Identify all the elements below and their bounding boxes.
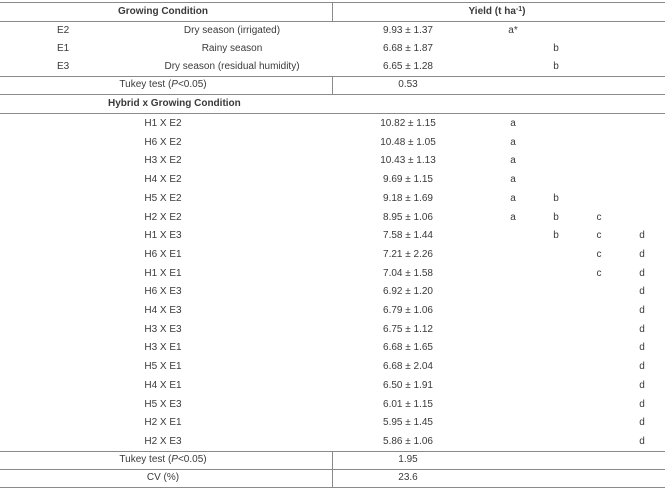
yield-value: 9.93 ± 1.37 xyxy=(383,25,433,36)
yield-value: 7.21 ± 2.26 xyxy=(383,248,433,260)
interaction-name: H4 X E2 xyxy=(144,174,182,186)
tukey-group-letter: a xyxy=(510,118,516,129)
tukey-group-letter: c xyxy=(596,248,602,260)
tukey-group-letter: a xyxy=(510,192,516,204)
interaction-name: H2 X E3 xyxy=(144,435,182,447)
tukey-group-letter: a xyxy=(510,136,516,148)
tukey-row-1 xyxy=(0,76,665,94)
tukey-label: Tukey test (P<0.05) xyxy=(119,454,207,465)
interaction-name: H3 X E2 xyxy=(144,155,182,167)
yield-value: 5.86 ± 1.06 xyxy=(383,435,433,447)
condition-name: Dry season (residual humidity) xyxy=(164,61,300,72)
yield-value: 6.92 ± 1.20 xyxy=(383,286,433,298)
tukey-group-letter: b xyxy=(553,43,559,54)
section2-header-row xyxy=(0,95,665,113)
tukey-group-letter: c xyxy=(596,211,602,223)
cv-row xyxy=(0,469,665,487)
yield-value: 6.65 ± 1.28 xyxy=(383,61,433,72)
interaction-row xyxy=(0,190,665,208)
interaction-row xyxy=(0,246,665,264)
tukey-group-letter: b xyxy=(553,61,559,72)
yield-value: 6.50 ± 1.91 xyxy=(383,379,433,391)
tukey-group-letter: d xyxy=(639,361,645,373)
interaction-name: H4 X E3 xyxy=(144,305,182,316)
tukey-label: Tukey test (P<0.05) xyxy=(119,79,207,90)
rule-section2-header xyxy=(0,113,665,114)
interaction-row xyxy=(0,115,665,133)
condition-name: Rainy season xyxy=(201,43,263,54)
interaction-name: H3 X E1 xyxy=(144,342,182,354)
interaction-name: H6 X E3 xyxy=(144,286,182,298)
interaction-row xyxy=(0,209,665,227)
tukey-group-letter: d xyxy=(639,435,645,447)
cv-value: 23.6 xyxy=(398,472,418,483)
interaction-name: H1 X E3 xyxy=(144,230,182,242)
interaction-row xyxy=(0,339,665,357)
tukey-value: 1.95 xyxy=(398,454,418,465)
interaction-row xyxy=(0,414,665,432)
yield-value: 9.18 ± 1.69 xyxy=(383,192,433,204)
yield-value: 6.75 ± 1.12 xyxy=(383,323,433,335)
interaction-name: H6 X E2 xyxy=(144,136,182,148)
interaction-row xyxy=(0,227,665,245)
yield-value: 8.95 ± 1.06 xyxy=(383,211,433,223)
tukey-group-letter: d xyxy=(639,248,645,260)
interaction-name: H1 X E2 xyxy=(144,118,182,129)
interaction-name: H6 X E1 xyxy=(144,248,182,260)
yield-value: 7.04 ± 1.58 xyxy=(383,267,433,279)
header-yield: Yield (t $ha^{-1}$) xyxy=(468,6,526,17)
condition-row xyxy=(0,58,665,76)
tukey-group-letter: d xyxy=(639,398,645,410)
rule-bottom xyxy=(0,487,665,488)
yield-value: 7.58 ± 1.44 xyxy=(383,230,433,242)
interaction-row xyxy=(0,358,665,376)
yield-value: 6.01 ± 1.15 xyxy=(383,398,433,410)
header-growing-condition: Growing Condition xyxy=(118,6,208,17)
yield-value: 6.68 ± 1.87 xyxy=(383,43,433,54)
condition-code: E1 xyxy=(57,43,70,54)
header-row xyxy=(0,3,665,21)
yield-value: 6.79 ± 1.06 xyxy=(383,305,433,316)
interaction-name: H2 X E2 xyxy=(144,211,182,223)
tukey-group-letter: a xyxy=(510,211,516,223)
condition-code: E3 xyxy=(57,61,70,72)
tukey-value: 0.53 xyxy=(398,79,418,90)
section2-title: Hybrid x Growing Condition xyxy=(108,98,241,109)
interaction-row xyxy=(0,171,665,189)
condition-code: E2 xyxy=(57,25,70,36)
tukey-group-letter: c xyxy=(596,230,602,242)
tukey-group-letter: d xyxy=(639,323,645,335)
tukey-group-letter: b xyxy=(553,192,559,204)
condition-name: Dry season (irrigated) xyxy=(183,25,281,36)
tukey-group-letter: a xyxy=(510,174,516,186)
yield-value: 10.82 ± 1.15 xyxy=(380,118,436,129)
interaction-name: H5 X E2 xyxy=(144,192,182,204)
tukey-group-letter: c xyxy=(596,267,602,279)
interaction-row xyxy=(0,321,665,339)
tukey-group-letter: a* xyxy=(508,25,518,36)
interaction-row xyxy=(0,283,665,301)
interaction-row xyxy=(0,265,665,283)
tukey-group-letter: d xyxy=(639,230,645,242)
tukey-group-letter: d xyxy=(639,286,645,298)
condition-row xyxy=(0,22,665,40)
tukey-row-2 xyxy=(0,451,665,469)
tukey-group-letter: a xyxy=(510,155,516,167)
yield-value: 6.68 ± 1.65 xyxy=(383,342,433,354)
yield-value: 6.68 ± 2.04 xyxy=(383,361,433,373)
interaction-name: H5 X E1 xyxy=(144,361,182,373)
cv-label: CV (%) xyxy=(146,472,180,483)
condition-row xyxy=(0,40,665,58)
tukey-group-letter: d xyxy=(639,305,645,316)
interaction-name: H4 X E1 xyxy=(144,379,182,391)
interaction-row xyxy=(0,433,665,451)
interaction-row xyxy=(0,152,665,170)
yield-value: 9.69 ± 1.15 xyxy=(383,174,433,186)
interaction-name: H3 X E3 xyxy=(144,323,182,335)
tukey-group-letter: b xyxy=(553,211,559,223)
tukey-group-letter: d xyxy=(639,267,645,279)
tukey-group-letter: b xyxy=(553,230,559,242)
interaction-row xyxy=(0,377,665,395)
interaction-row xyxy=(0,396,665,414)
interaction-row xyxy=(0,134,665,152)
interaction-row xyxy=(0,302,665,320)
interaction-name: H1 X E1 xyxy=(144,267,182,279)
tukey-group-letter: d xyxy=(639,417,645,429)
interaction-name: H5 X E3 xyxy=(144,398,182,410)
tukey-group-letter: d xyxy=(639,379,645,391)
yield-value: 10.43 ± 1.13 xyxy=(380,155,436,167)
interaction-name: H2 X E1 xyxy=(144,417,182,429)
yield-value: 10.48 ± 1.05 xyxy=(380,136,436,148)
yield-value: 5.95 ± 1.45 xyxy=(383,417,433,429)
tukey-group-letter: d xyxy=(639,342,645,354)
